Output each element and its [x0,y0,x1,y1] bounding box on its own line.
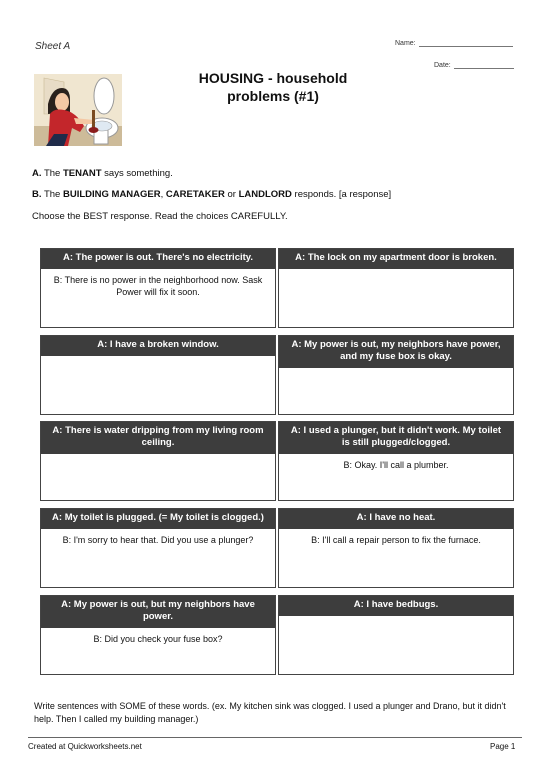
name-line[interactable] [419,38,513,47]
date-label: Date: [434,62,451,69]
card-answer[interactable]: B: There is no power in the neighborhood now. Sask Power will fix it soon. [53,275,263,297]
instruction-b-prefix: B. [32,189,42,200]
page-title [150,69,396,105]
footer-divider [28,737,522,738]
instruction-a-prefix: A. [32,168,42,179]
instruction-a-role: TENANT [62,168,102,179]
woman-toilet-illustration [34,74,122,146]
instruction-a [32,168,173,180]
instruction-b-role-2: CARETAKER [165,189,225,200]
instruction-b-post: responds. [a response] [291,189,392,200]
card-5 [40,421,276,501]
card-1 [40,248,276,328]
card-2 [278,248,514,328]
card-question: A: I have bedbugs. [279,596,513,616]
card-question: A: I have a broken window. [41,336,275,356]
card-answer[interactable]: B: Okay. I'll call a plumber. [343,460,449,470]
card-answer[interactable]: B: I'll call a repair person to fix the furnace. [311,535,481,545]
card-answer[interactable] [279,368,513,373]
card-6 [278,421,514,501]
instruction-a-post: says something. [101,168,173,179]
card-question: A: There is water dripping from my living room ceiling. [41,422,275,454]
title-line-2: problems (#1) [227,88,319,104]
card-question: A: The lock on my apartment door is broken. [279,249,513,269]
card-answer[interactable] [279,616,513,621]
instruction-b-sep-1: , [160,189,166,200]
card-answer[interactable] [41,454,275,459]
card-question: A: My toilet is plugged. (= My toilet is clogged.) [41,509,275,529]
instruction-b-pre: The [41,189,63,200]
card-question: A: The power is out. There's no electricity. [41,249,275,269]
instruction-choose: Choose the BEST response. Read the choices CAREFULLY. [32,211,288,222]
name-label: Name: [395,40,416,47]
card-question: A: My power is out, but my neighbors have power. [41,596,275,628]
card-7 [40,508,276,588]
card-answer[interactable] [41,356,275,361]
card-answer[interactable]: B: I'm sorry to hear that. Did you use a plunger? [62,535,254,545]
sheet-label: Sheet A [35,41,71,52]
date-field[interactable] [434,60,514,69]
instruction-b-role-1: BUILDING MANAGER [62,189,161,200]
card-4 [278,335,514,415]
footer-credit: Created at Quickworksheets.net [28,742,142,751]
card-question: A: My power is out, my neighbors have power, and my fuse box is okay. [279,336,513,368]
title-line-1: HOUSING - household [198,70,348,86]
card-answer[interactable]: B: Did you check your fuse box? [93,634,223,644]
instruction-b-role-3: LANDLORD [238,189,292,200]
card-3 [40,335,276,415]
card-question: A: I have no heat. [279,509,513,529]
date-line[interactable] [454,60,514,69]
card-answer[interactable] [279,269,513,274]
instruction-b-sep-2: or [224,189,239,200]
card-question: A: I used a plunger, but it didn't work. My toilet is still plugged/clogged. [279,422,513,454]
instruction-a-pre: The [41,168,63,179]
name-field[interactable] [395,38,513,47]
card-10 [278,595,514,675]
instruction-b [32,189,391,201]
card-9 [40,595,276,675]
writing-prompt: Write sentences with SOME of these words. (ex. My kitchen sink was clogged. I used a plunger and Drano, but it didn't help. Then I called my building manager.) [34,701,506,724]
card-8 [278,508,514,588]
page-number: Page 1 [490,742,516,751]
